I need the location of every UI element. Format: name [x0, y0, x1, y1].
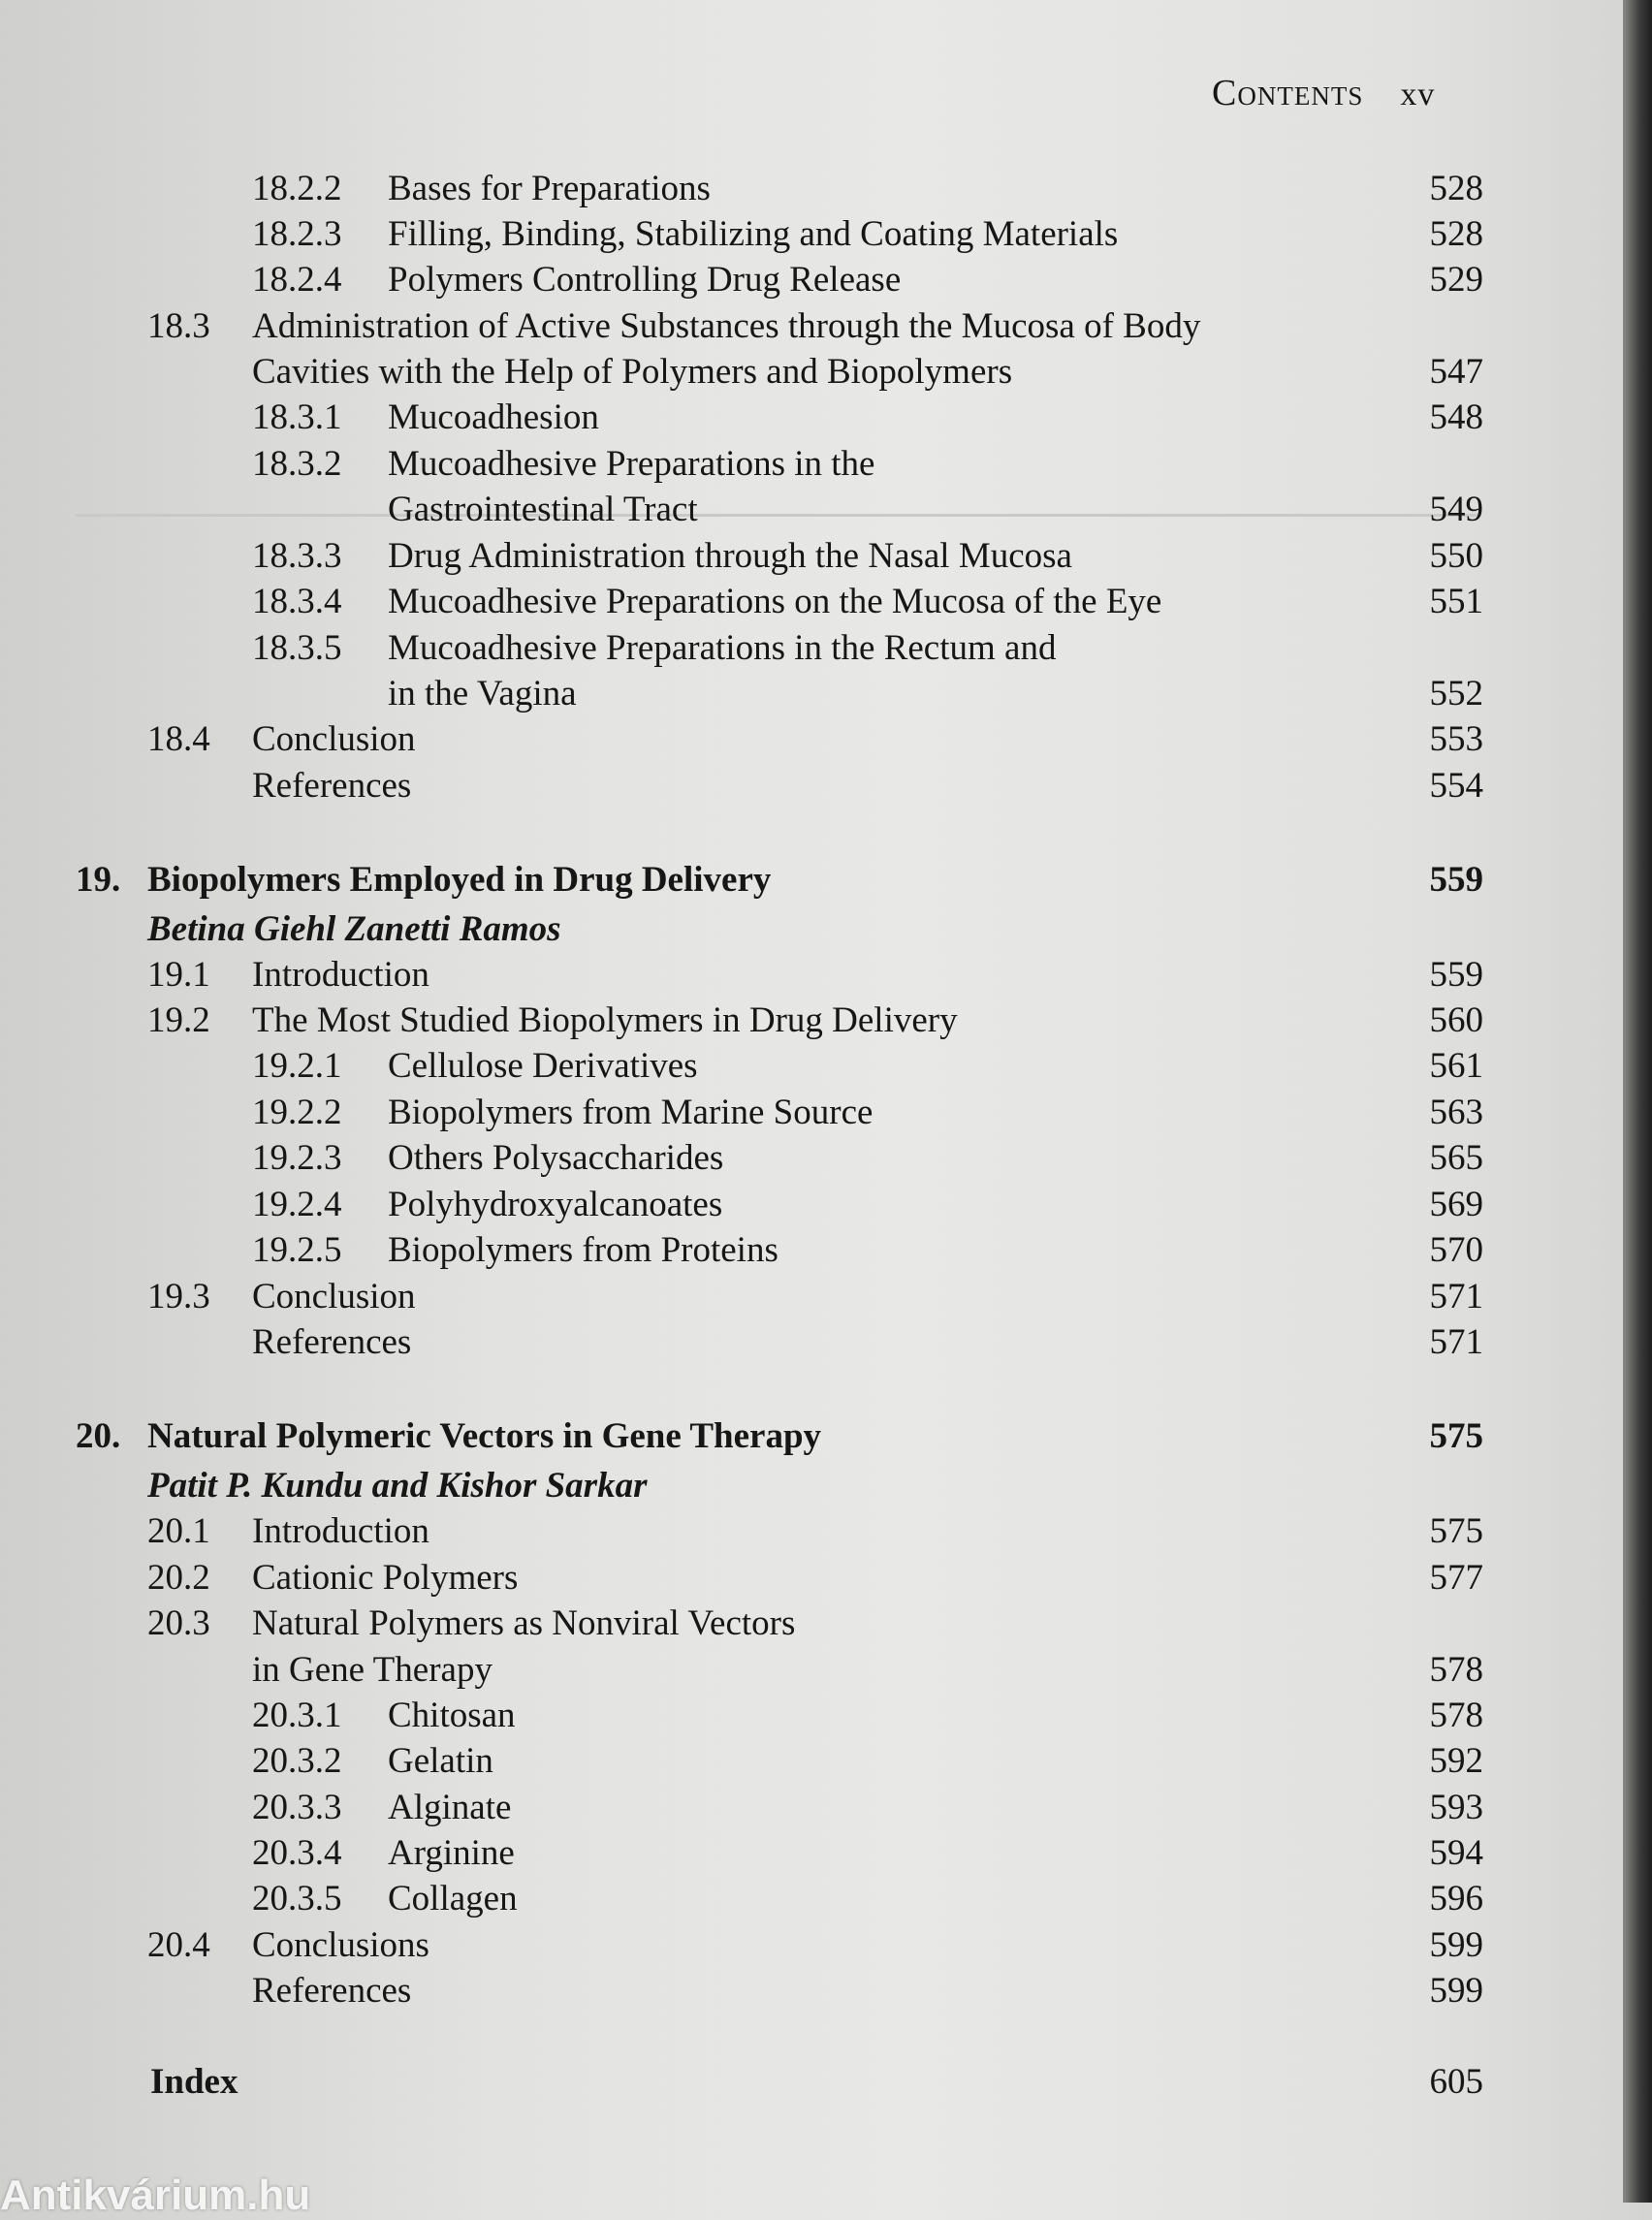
entry-number: 20.1	[147, 1511, 210, 1551]
entry-title: Alginate	[388, 1788, 512, 1827]
entry-page: 593	[1429, 1788, 1483, 1827]
running-head-page: xv	[1400, 77, 1436, 112]
entry-number: 20.3	[147, 1603, 210, 1643]
entry-page: 569	[1429, 1185, 1483, 1224]
index-title: Index	[150, 2062, 238, 2102]
entry-page: 547	[1429, 352, 1483, 392]
entry-number: 20.3.1	[252, 1696, 342, 1735]
entry-page: 571	[1429, 1322, 1483, 1362]
entry-title: References	[252, 1971, 412, 2011]
entry-page: 554	[1429, 766, 1483, 806]
entry-page: 560	[1429, 1000, 1483, 1040]
entry-number: 18.2.2	[252, 169, 342, 208]
entry-page: 577	[1429, 1558, 1483, 1598]
entry-title: Cationic Polymers	[252, 1558, 519, 1598]
entry-title: Collagen	[388, 1879, 518, 1919]
entry-page: 575	[1429, 1511, 1483, 1551]
entry-title: Conclusion	[252, 719, 416, 759]
chapter-title: Biopolymers Employed in Drug Delivery	[147, 860, 772, 900]
entry-title: in the Vagina	[388, 674, 577, 714]
entry-title: Cellulose Derivatives	[388, 1046, 698, 1086]
entry-number: 19.2.2	[252, 1093, 342, 1132]
entry-page: 571	[1429, 1277, 1483, 1316]
entry-title: Gastrointestinal Tract	[388, 490, 698, 529]
entry-page: 553	[1429, 719, 1483, 759]
chapter-number: 20.	[76, 1416, 121, 1456]
entry-title: Polymers Controlling Drug Release	[388, 260, 902, 300]
entry-title: Introduction	[252, 955, 429, 995]
entry-page: 551	[1429, 582, 1483, 621]
entry-title: Bases for Preparations	[388, 169, 711, 208]
entry-title: Mucoadhesion	[388, 397, 599, 437]
entry-title: Introduction	[252, 1511, 429, 1551]
entry-number: 18.2.4	[252, 260, 342, 300]
entry-title: Chitosan	[388, 1696, 516, 1735]
entry-number: 18.4	[147, 719, 210, 759]
entry-page: 570	[1429, 1230, 1483, 1270]
entry-number: 18.2.3	[252, 214, 342, 254]
entry-page: 599	[1429, 1971, 1483, 2011]
entry-number: 19.1	[147, 955, 210, 995]
entry-page: 561	[1429, 1046, 1483, 1086]
entry-page: 549	[1429, 490, 1483, 529]
entry-title: Mucoadhesive Preparations in the	[388, 444, 875, 484]
entry-page: 550	[1429, 536, 1483, 576]
entry-page: 592	[1429, 1741, 1483, 1781]
entry-page: 552	[1429, 674, 1483, 714]
entry-page: 599	[1429, 1925, 1483, 1965]
entry-page: 529	[1429, 260, 1483, 300]
entry-title: References	[252, 1322, 412, 1362]
entry-page: 596	[1429, 1879, 1483, 1919]
entry-page: 578	[1429, 1696, 1483, 1735]
entry-title: Drug Administration through the Nasal Mucosa	[388, 536, 1072, 576]
entry-title: Arginine	[388, 1833, 515, 1873]
watermark: Antikvárium.hu	[0, 2172, 311, 2219]
entry-number: 19.2.5	[252, 1230, 342, 1270]
entry-title: Polyhydroxyalcanoates	[388, 1185, 723, 1224]
entry-page: 528	[1429, 214, 1483, 254]
entry-number: 20.3.3	[252, 1788, 342, 1827]
entry-number: 18.3.3	[252, 536, 342, 576]
entry-title: Conclusion	[252, 1277, 416, 1316]
author-name: Betina Giehl Zanetti Ramos	[147, 909, 561, 949]
entry-page: 548	[1429, 397, 1483, 437]
entry-number: 18.3.1	[252, 397, 342, 437]
entry-page: 559	[1429, 955, 1483, 995]
entry-number: 18.3.5	[252, 628, 342, 668]
entry-title: Others Polysaccharides	[388, 1138, 724, 1178]
index-page: 605	[1429, 2062, 1483, 2102]
entry-number: 18.3	[147, 306, 210, 346]
entry-title: in Gene Therapy	[252, 1650, 492, 1690]
entry-number: 20.2	[147, 1558, 210, 1598]
author-name: Patit P. Kundu and Kishor Sarkar	[147, 1466, 648, 1506]
entry-page: 594	[1429, 1833, 1483, 1873]
entry-page: 565	[1429, 1138, 1483, 1178]
entry-page: 563	[1429, 1093, 1483, 1132]
entry-number: 19.2.1	[252, 1046, 342, 1086]
entry-number: 20.3.4	[252, 1833, 342, 1873]
entry-number: 19.2	[147, 1000, 210, 1040]
entry-number: 20.3.5	[252, 1879, 342, 1919]
entry-title: References	[252, 766, 412, 806]
entry-number: 18.3.4	[252, 582, 342, 621]
entry-number: 20.4	[147, 1925, 210, 1965]
chapter-page: 575	[1429, 1416, 1483, 1456]
entry-page: 528	[1429, 169, 1483, 208]
running-head-label: Contents	[1212, 73, 1364, 113]
entry-page: 578	[1429, 1650, 1483, 1690]
entry-title: Mucoadhesive Preparations in the Rectum and	[388, 628, 1057, 668]
entry-title: Administration of Active Substances through the Mucosa of Body	[252, 306, 1201, 346]
entry-title: Biopolymers from Marine Source	[388, 1093, 874, 1132]
page-edge-shadow	[1623, 0, 1652, 2203]
entry-title: Cavities with the Help of Polymers and Biopolymers	[252, 352, 1013, 392]
entry-title: Gelatin	[388, 1741, 493, 1781]
entry-title: The Most Studied Biopolymers in Drug Delivery	[252, 1000, 958, 1040]
entry-title: Natural Polymers as Nonviral Vectors	[252, 1603, 796, 1643]
entry-number: 19.2.3	[252, 1138, 342, 1178]
entry-number: 20.3.2	[252, 1741, 342, 1781]
entry-number: 18.3.2	[252, 444, 342, 484]
chapter-number: 19.	[76, 860, 121, 900]
entry-title: Conclusions	[252, 1925, 429, 1965]
entry-title: Mucoadhesive Preparations on the Mucosa of the Eye	[388, 582, 1162, 621]
chapter-page: 559	[1429, 860, 1483, 900]
chapter-title: Natural Polymeric Vectors in Gene Therapy	[147, 1416, 822, 1456]
entry-number: 19.3	[147, 1277, 210, 1316]
entry-title: Filling, Binding, Stabilizing and Coating Materials	[388, 214, 1119, 254]
entry-number: 19.2.4	[252, 1185, 342, 1224]
entry-title: Biopolymers from Proteins	[388, 1230, 778, 1270]
